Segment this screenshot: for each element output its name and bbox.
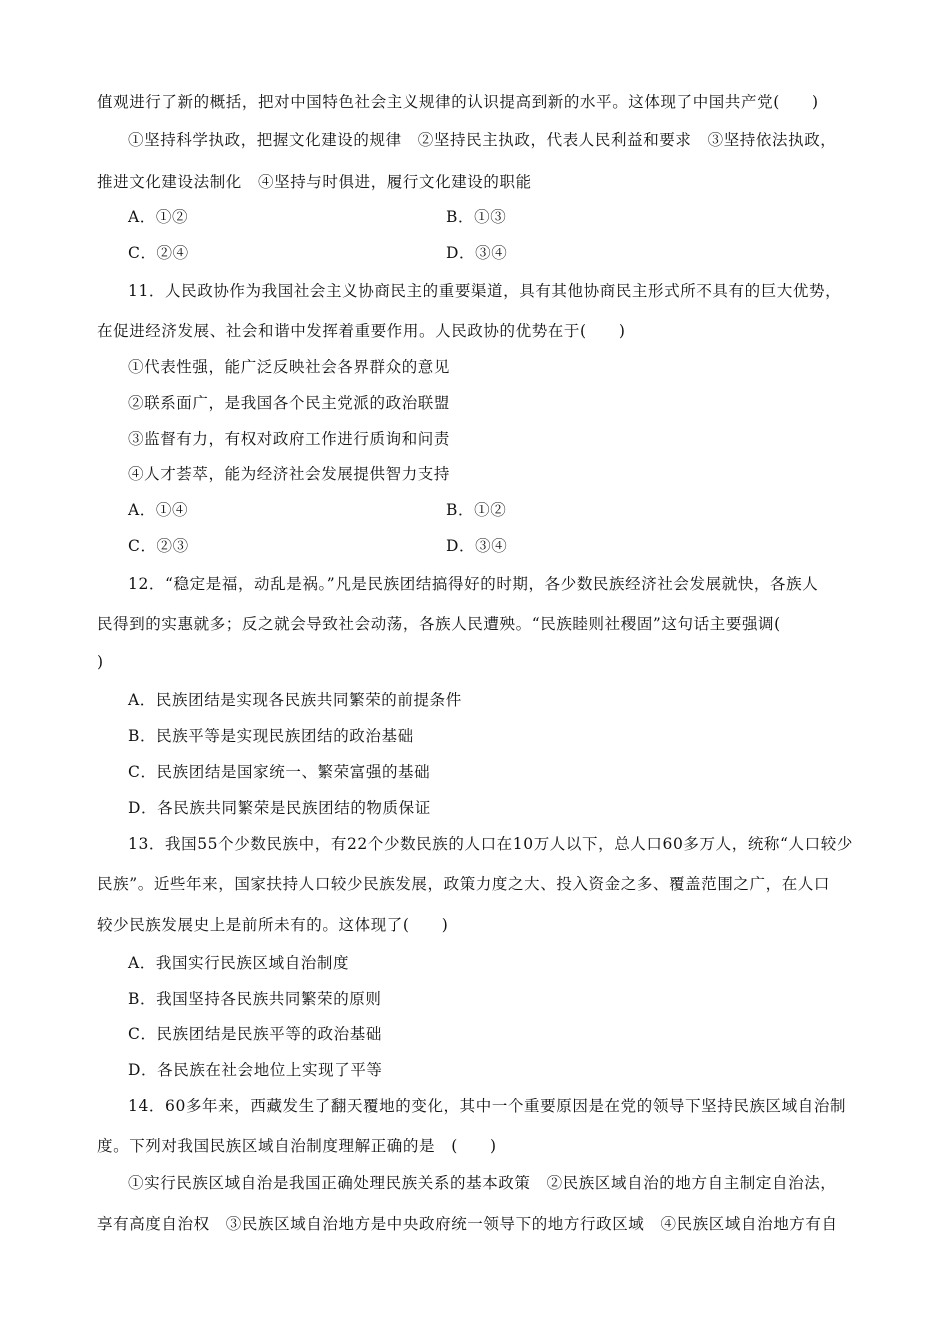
q12-option-d: D．各民族共同繁荣是民族团结的物质保证	[128, 799, 431, 817]
q14-statements-line1: ①实行民族区域自治是我国正确处理民族关系的基本政策 ②民族区域自治的地方自主制定自治法，	[128, 1174, 837, 1192]
q10-option-a: A．①②	[128, 208, 189, 226]
q11-statement-2: ②联系面广，是我国各个民主党派的政治联盟	[128, 394, 451, 412]
q11-option-c: C．②③	[128, 537, 189, 555]
q13-option-c: C．民族团结是民族平等的政治基础	[128, 1025, 382, 1043]
q12-option-b: B．民族平等是实现民族团结的政治基础	[128, 727, 414, 745]
q13-option-b: B．我国坚持各民族共同繁荣的原则	[128, 990, 382, 1008]
q10-stem-tail: 值观进行了新的概括，把对中国特色社会主义规律的认识提高到新的水平。这体现了中国共产党( )	[97, 93, 819, 111]
q14-statements-line2: 享有高度自治权 ③民族区域自治地方是中央政府统一领导下的地方行政区域 ④民族区域自治地方有自	[97, 1215, 838, 1233]
q10-statements-line1: ①坚持科学执政，把握文化建设的规律 ②坚持民主执政，代表人民利益和要求 ③坚持依法执政，	[128, 131, 837, 149]
q13-stem-line3: 较少民族发展史上是前所未有的。这体现了( )	[97, 916, 449, 934]
q13-stem-line2: 民族”。近些年来，国家扶持人口较少民族发展，政策力度之大、投入资金之多、覆盖范围之广，在人口	[97, 875, 831, 893]
q11-option-d: D．③④	[446, 537, 508, 555]
q10-option-c: C．②④	[128, 244, 189, 262]
q13-option-a: A．我国实行民族区域自治制度	[128, 954, 350, 972]
q11-stem-line1: 11．人民政协作为我国社会主义协商民主的重要渠道，具有其他协商民主形式所不具有的巨大优势，	[128, 282, 842, 300]
q10-option-d: D．③④	[446, 244, 508, 262]
q11-option-a: A．①④	[128, 501, 189, 519]
q10-statements-line2: 推进文化建设法制化 ④坚持与时俱进，履行文化建设的职能	[97, 173, 532, 191]
q10-option-b: B．①③	[446, 208, 507, 226]
q14-stem-line2: 度。下列对我国民族区域自治制度理解正确的是 ( )	[97, 1137, 497, 1155]
q12-stem-line3: )	[97, 653, 104, 671]
q12-stem-line1: 12．“稳定是福，动乱是祸。”凡是民族团结搞得好的时期，各少数民族经济社会发展就快，各族人	[128, 575, 819, 593]
q11-statement-3: ③监督有力，有权对政府工作进行质询和问责	[128, 430, 451, 448]
q12-stem-line2: 民得到的实惠就多；反之就会导致社会动荡，各族人民遭殃。“民族睦则社稷固”这句话主要强调(	[97, 615, 781, 633]
q14-stem-line1: 14．60多年来，西藏发生了翻天覆地的变化，其中一个重要原因是在党的领导下坚持民族区域自治制	[128, 1097, 847, 1115]
q11-stem-line2: 在促进经济发展、社会和谐中发挥着重要作用。人民政协的优势在于( )	[97, 322, 626, 340]
q13-option-d: D．各民族在社会地位上实现了平等	[128, 1061, 383, 1079]
q13-stem-line1: 13．我国55个少数民族中，有22个少数民族的人口在10万人以下，总人口60多万人，统称“人口较少	[128, 835, 853, 853]
q12-option-a: A．民族团结是实现各民族共同繁荣的前提条件	[128, 691, 462, 709]
q12-option-c: C．民族团结是国家统一、繁荣富强的基础	[128, 763, 431, 781]
q11-statement-1: ①代表性强，能广泛反映社会各界群众的意见	[128, 358, 451, 376]
q11-option-b: B．①②	[446, 501, 507, 519]
q11-statement-4: ④人才荟萃，能为经济社会发展提供智力支持	[128, 465, 451, 483]
